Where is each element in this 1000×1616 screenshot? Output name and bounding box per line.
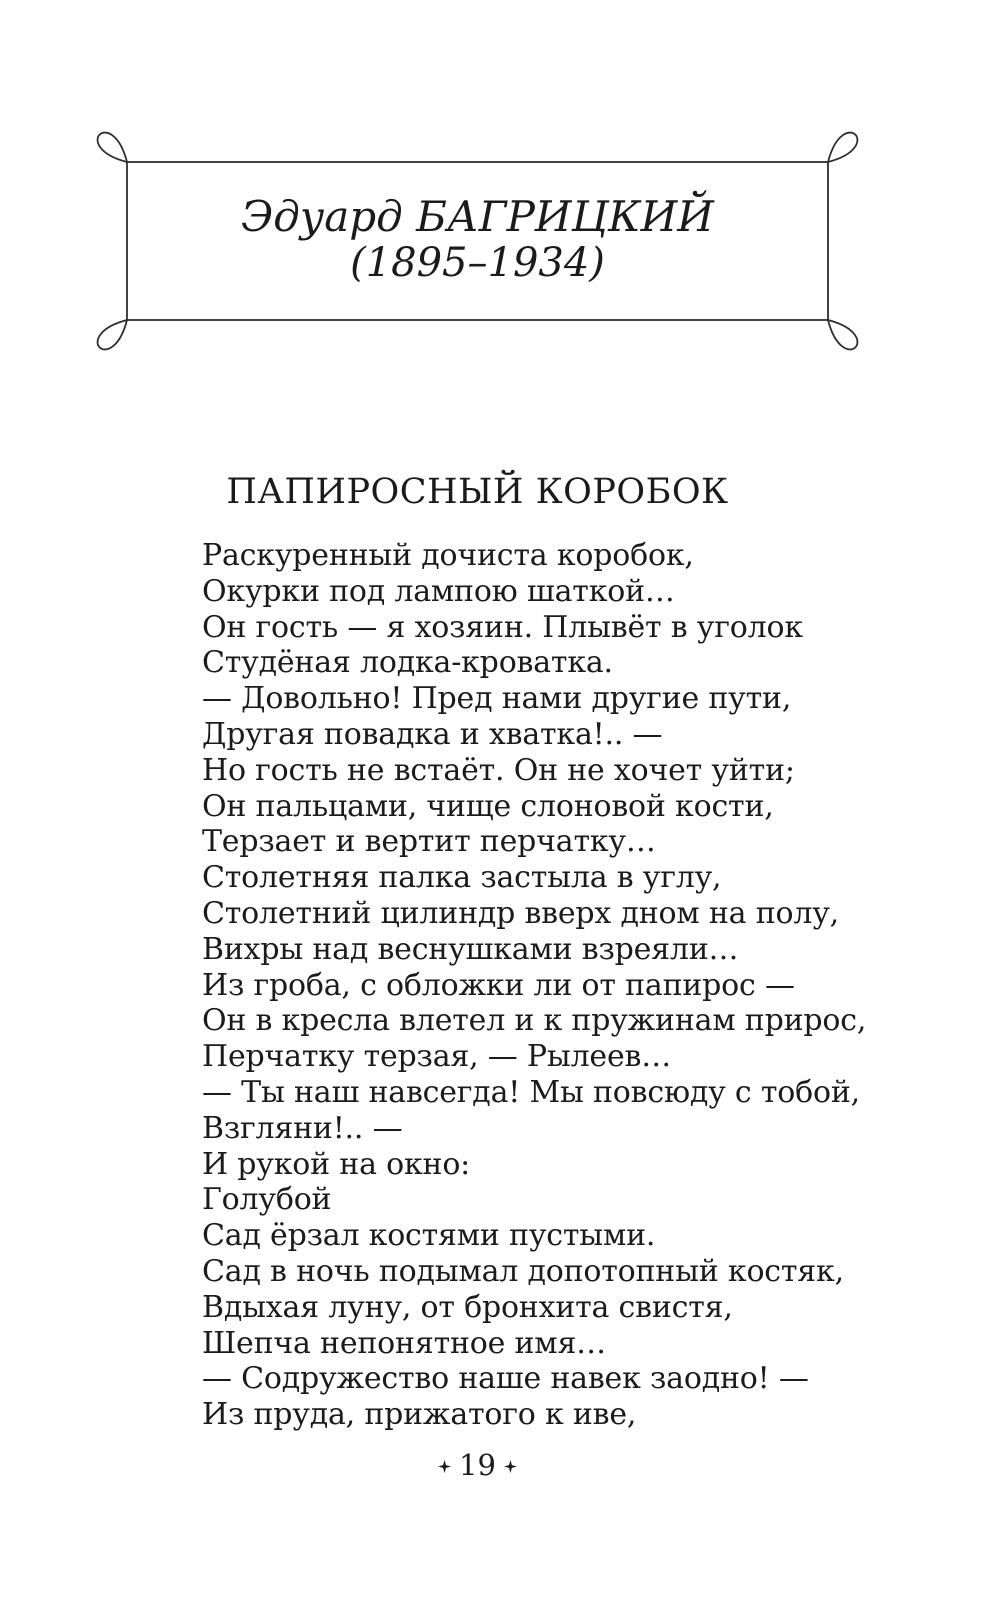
poem-line: Он гость — я хозяин. Плывёт в уголок <box>202 609 803 645</box>
poem-line: Из пруда, прижатого к иве, <box>202 1397 637 1433</box>
poem-title: ПАПИРОСНЫЙ КОРОБОК <box>226 472 729 512</box>
four-pointed-star-icon <box>438 1460 451 1473</box>
frame-loop-top-right <box>828 133 857 162</box>
poem-line: И рукой на окно: <box>202 1146 471 1182</box>
poem-line: Студёная лодка-кроватка. <box>202 645 613 681</box>
poem-line: Он пальцами, чище слоновой кости, <box>202 788 774 824</box>
poem-line: Столетняя палка застыла в углу, <box>202 860 722 896</box>
poem-line: Взгляни!.. — <box>202 1110 403 1146</box>
poem-line: Раскуренный дочиста коробок, <box>202 538 694 573</box>
four-pointed-star-icon <box>504 1460 517 1473</box>
poem-line: Окурки под лампою шаткой… <box>202 573 675 609</box>
poem-line: Сад в ночь подымал допотопный костяк, <box>202 1253 844 1289</box>
poem-line: — Ты наш навсегда! Мы повсюду с тобой, <box>202 1074 860 1110</box>
poem-line: Терзает и вертит перчатку… <box>202 824 656 860</box>
poem-line: — Довольно! Пред нами другие пути, <box>202 681 792 717</box>
poem-line: Вдыхая луну, от бронхита свистя, <box>202 1289 733 1325</box>
poem-line: Но гость не встаёт. Он не хочет уйти; <box>202 752 795 788</box>
poem-line: Шепча непонятное имя… <box>202 1325 606 1361</box>
poem-body <box>202 538 942 1433</box>
poem-line: Другая повадка и хватка!.. — <box>202 716 663 752</box>
poem-line: Из гроба, с обложки ли от папирос — <box>202 967 795 1003</box>
author-years: (1895–1934) <box>350 240 605 286</box>
author-name: Эдуард БАГРИЦКИЙ <box>241 192 714 241</box>
frame-loop-bottom-right <box>828 320 857 349</box>
frame-loop-top-left <box>98 133 127 162</box>
page-footer <box>127 1447 828 1483</box>
poem-line: Перчатку терзая, — Рылеев… <box>202 1039 672 1075</box>
frame-loop-bottom-left <box>98 320 127 349</box>
poem-line: Вихры над веснушками взреяли… <box>202 931 739 967</box>
poem-line: Сад ёрзал костями пустыми. <box>202 1218 656 1254</box>
poem-line: Он в кресла влетел и к пружинам прирос, <box>202 1003 867 1039</box>
poem-line: — Содружество наше навек заодно! — <box>202 1361 809 1397</box>
poem-line: Столетний цилиндр вверх дном на полу, <box>202 895 839 931</box>
page-number: 19 <box>459 1448 496 1482</box>
poem-line: Голубой <box>202 1182 332 1218</box>
author-block <box>127 194 828 286</box>
